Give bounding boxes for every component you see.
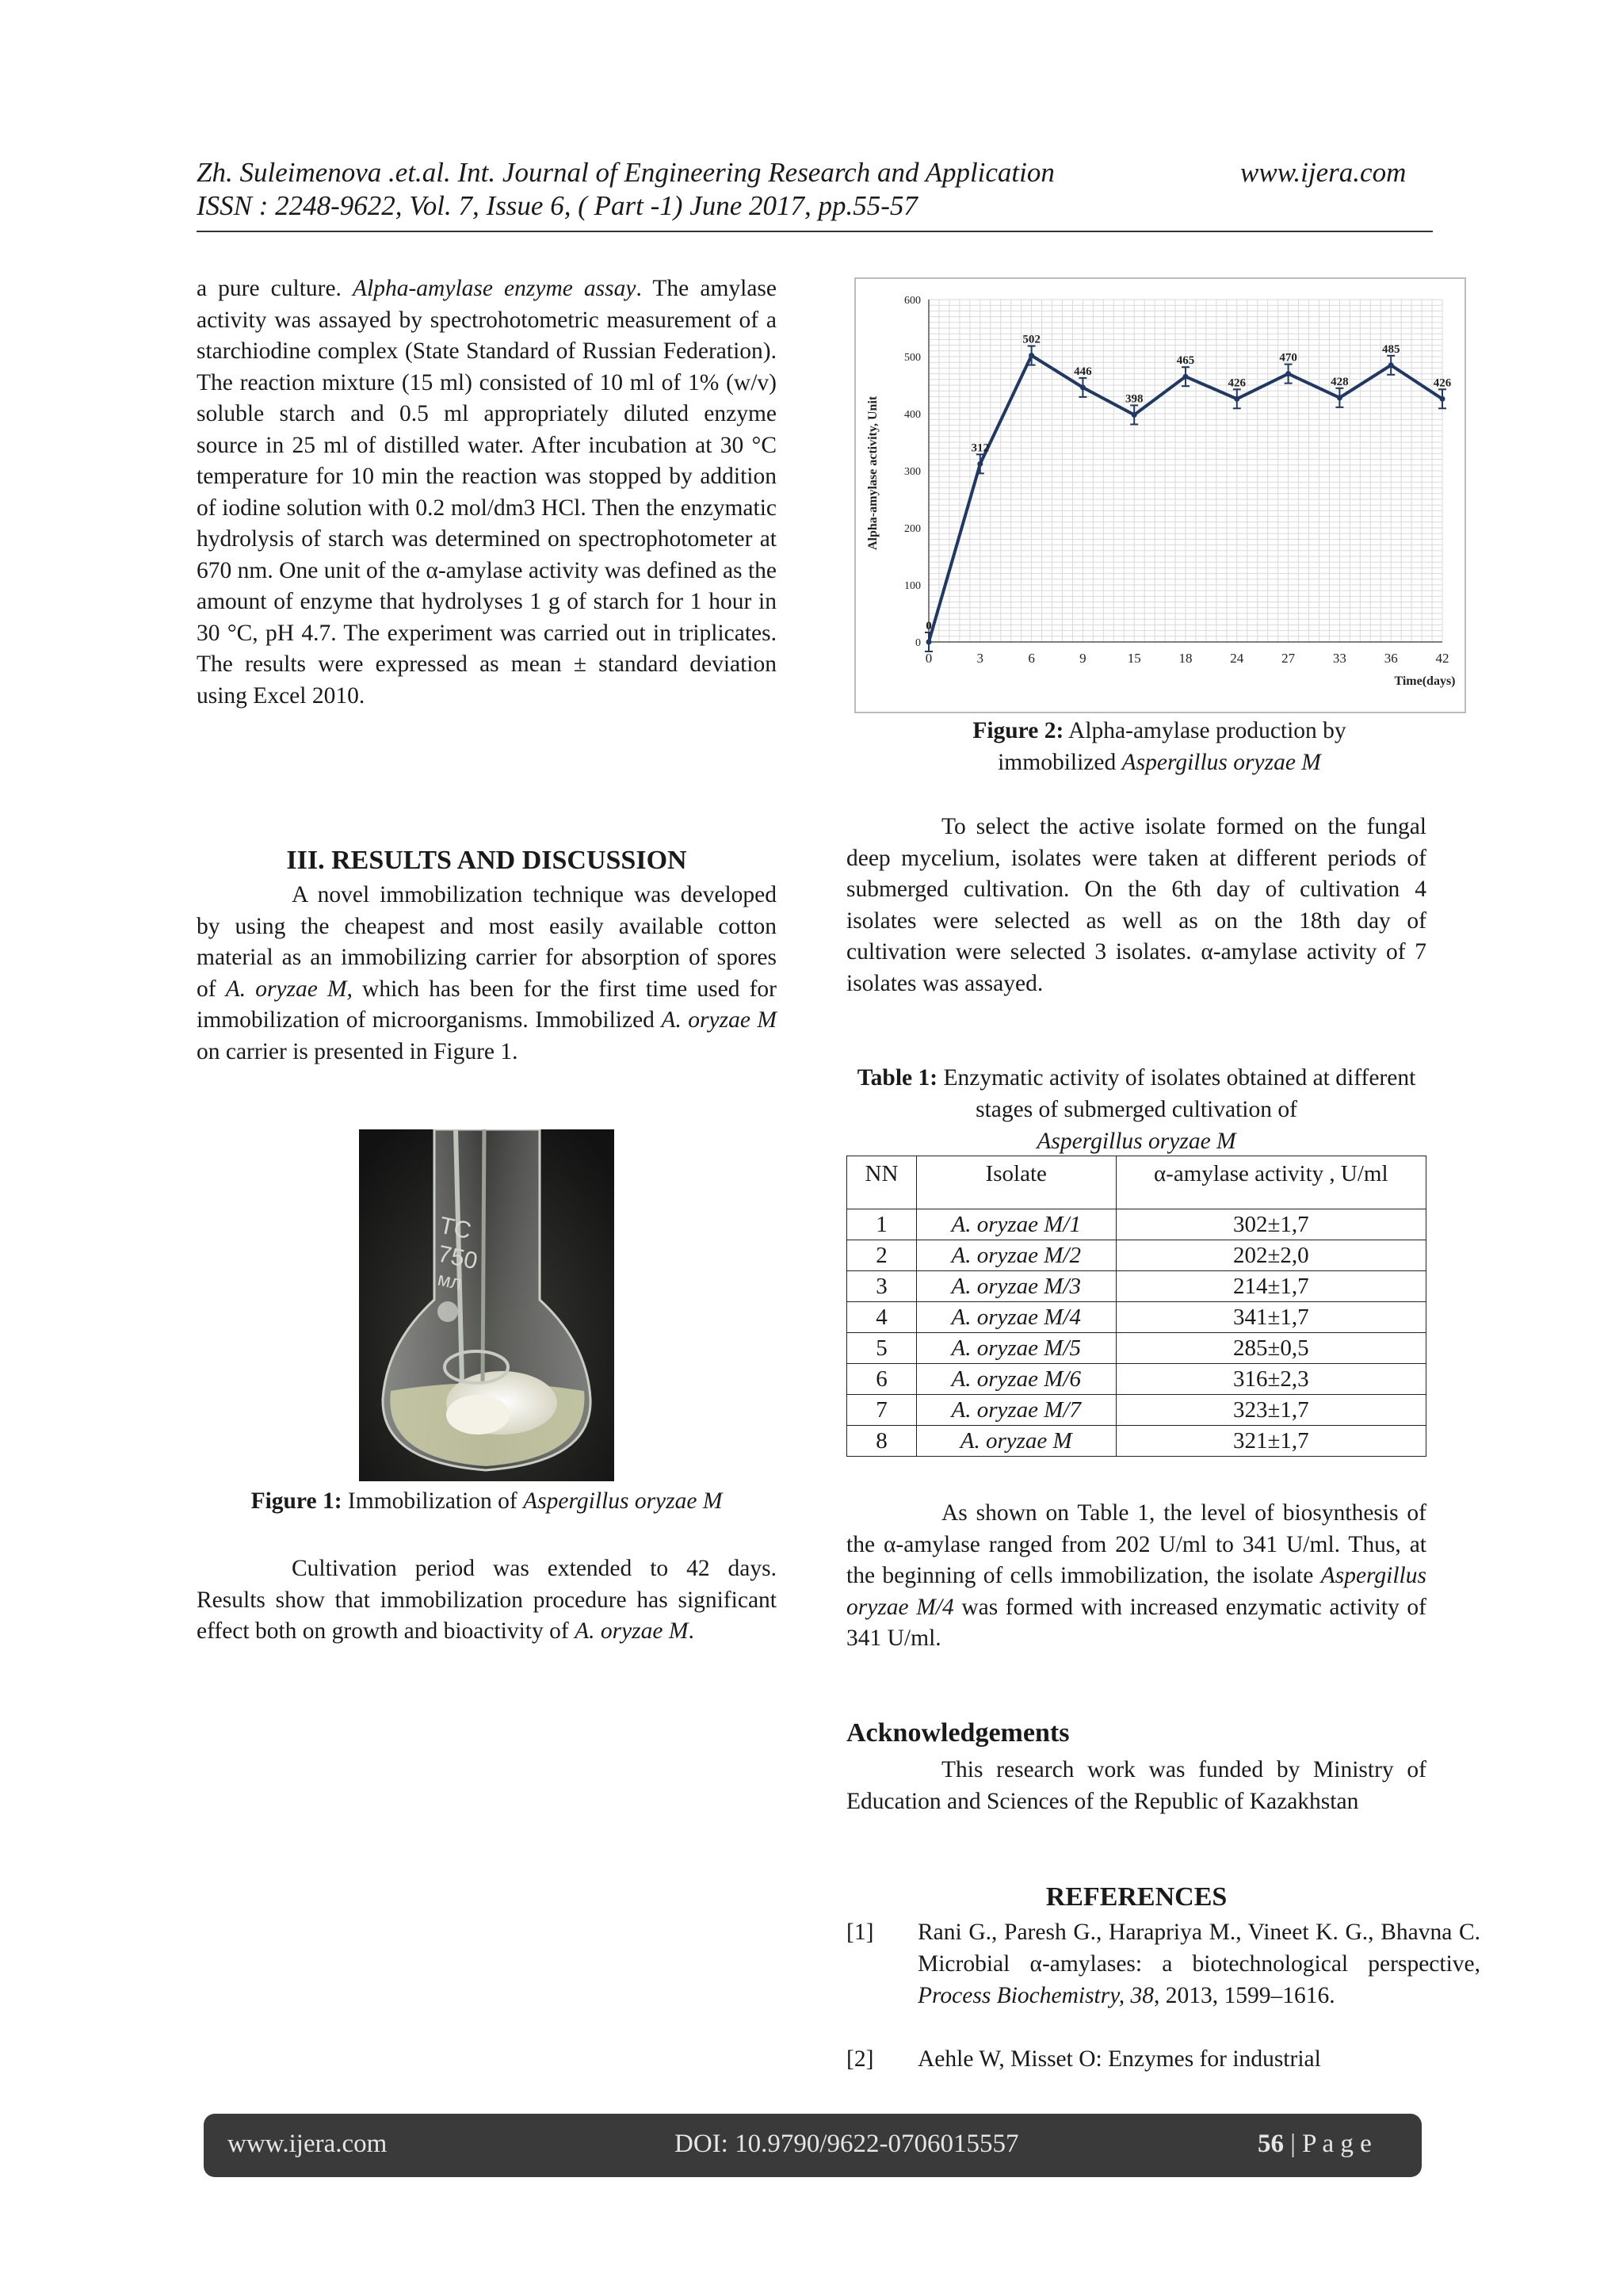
footer-doi[interactable]: DOI: 10.9790/9622-0706015557 (674, 2130, 1019, 2158)
table-header-activity: α-amylase activity , U/ml (1116, 1156, 1426, 1209)
table-cell-activity: 202±2,0 (1116, 1240, 1426, 1271)
table-cell-activity: 302±1,7 (1116, 1209, 1426, 1240)
chart-data-point (1029, 353, 1034, 358)
chart-data-point (926, 640, 932, 645)
chart-data-point (1440, 396, 1445, 402)
table-header-isolate: Isolate (916, 1156, 1116, 1209)
table-cell-nn: 3 (847, 1271, 917, 1302)
footer-page-number: 56 | P a g e (1258, 2130, 1372, 2158)
table-1 (846, 1156, 1426, 1457)
results-paragraph-wrap (197, 880, 777, 1068)
table-cell-nn: 8 (847, 1426, 917, 1457)
chart-data-label: 465 (1176, 354, 1195, 368)
table-cell-isolate: A. oryzae M/5 (916, 1333, 1116, 1364)
page-footer (204, 2114, 1422, 2177)
chart-data-label: 398 (1125, 392, 1144, 406)
chart-data-point (1234, 396, 1239, 402)
table-cell-nn: 6 (847, 1364, 917, 1395)
table-row (847, 1240, 1426, 1271)
table-row (847, 1333, 1426, 1364)
header-url[interactable]: www.ijera.com (1240, 157, 1407, 188)
chart-x-tick-label: 24 (1230, 651, 1244, 666)
chart-x-tick-label: 15 (1127, 651, 1141, 666)
figure-1-photo (359, 1129, 614, 1481)
reference-2 (846, 2043, 1480, 2075)
chart-data-point (1285, 371, 1291, 376)
chart-y-tick-label: 0 (915, 637, 921, 649)
table-cell-activity: 214±1,7 (1116, 1271, 1426, 1302)
reference-2-number: [2] (846, 2046, 874, 2072)
figure-1-caption: Figure 1: Immobilization of Aspergillus oryzae M (250, 1488, 723, 1514)
flask-marking-volume: 750 (435, 1240, 480, 1275)
table-cell-activity: 341±1,7 (1116, 1302, 1426, 1333)
cultivation-paragraph-wrap (197, 1553, 777, 1648)
table-cell-isolate: A. oryzae M/3 (916, 1271, 1116, 1302)
chart-data-point (1080, 384, 1086, 390)
table-cell-nn: 7 (847, 1395, 917, 1426)
table-cell-activity: 285±0,5 (1116, 1333, 1426, 1364)
isolates-paragraph: To select the active isolate formed on the fungal deep mycelium, isolates were taken at different periods of submerged cultivation. On the 6th day of cultivation 4 isolates were selected as well as on the 18th day of cultivation were selected 3 isolates. α-amylase activity of 7 isolates was assayed. (846, 814, 1426, 996)
table-row (847, 1395, 1426, 1426)
chart-y-tick-label: 300 (904, 466, 921, 478)
chart-y-tick-label: 100 (904, 580, 921, 592)
isolates-activity-table (846, 1156, 1426, 1457)
chart-data-label: 428 (1331, 375, 1349, 388)
table-cell-activity: 321±1,7 (1116, 1426, 1426, 1457)
header-rule (197, 231, 1433, 232)
table-header-row (847, 1156, 1426, 1209)
acknowledgements-heading: Acknowledgements (846, 1718, 1070, 1748)
figure-2-chart-frame (854, 277, 1466, 713)
chart-data-label: 312 (971, 441, 990, 455)
acknowledgements-text: This research work was funded by Ministry of Education and Sciences of the Republic of Kazakhstan (846, 1757, 1426, 1814)
chart-data-label: 470 (1279, 351, 1297, 365)
chart-data-point (977, 461, 983, 467)
chart-x-tick-label: 9 (1079, 651, 1086, 666)
flask-illustration (359, 1129, 614, 1481)
header-journal: Zh. Suleimenova .et.al. Int. Journal of Engineering Research and Application (197, 157, 1055, 188)
table-cell-isolate: A. oryzae M (916, 1426, 1116, 1457)
chart-data-label: 502 (1022, 333, 1041, 346)
left-column (197, 273, 777, 712)
table-cell-nn: 1 (847, 1209, 917, 1240)
running-header-citation (197, 155, 1055, 190)
reference-2-text: Aehle W, Misset O: Enzymes for industrial (918, 2046, 1321, 2072)
assay-subheading: Alpha-amylase enzyme assay (353, 276, 636, 301)
table-cell-isolate: A. oryzae M/6 (916, 1364, 1116, 1395)
chart-x-tick-label: 42 (1435, 651, 1449, 666)
table-row (847, 1271, 1426, 1302)
table-cell-nn: 4 (847, 1302, 917, 1333)
methods-paragraph: a pure culture. Alpha-amylase enzyme assay. The amylase activity was assayed by spectrohotometric measurement of a starchiodine complex (State Standard of Russian Federation). The reaction mixture (15 ml) consisted of 10 ml of 1% (w/v) soluble starch and 0.5 ml appropriately diluted enzyme source in 25 ml of distilled water. After incubation at 30 °C temperature for 10 min the reaction was stopped by addition of iodine solution with 0.2 mol/dm3 HCl. Then the enzymatic hydrolysis of starch was determined on spectrophotometer at 670 nm. One unit of the α-amylase activity was defined as the amount of enzyme that hydrolyses 1 g of starch for 1 hour in 30 °C, pH 4.7. The experiment was carried out in triplicates. The results were expressed as mean ± standard deviation using Excel 2010. (197, 276, 777, 709)
chart-y-tick-label: 500 (904, 352, 921, 364)
table-cell-isolate: A. oryzae M/4 (916, 1302, 1116, 1333)
chart-x-axis-label: Time(days) (1394, 674, 1456, 688)
table-cell-isolate: A. oryzae M/1 (916, 1209, 1116, 1240)
chart-x-tick-label: 3 (976, 651, 984, 666)
table-header-nn: NN (847, 1156, 917, 1209)
chart-x-tick-label: 27 (1281, 651, 1296, 666)
conclusion-paragraph: As shown on Table 1, the level of biosynthesis of the α-amylase ranged from 202 U/ml to 341 U/ml. Thus, at the beginning of cells immobilization, the isolate Aspergillus oryzae M/4 was formed with increased enzymatic activity of 341 U/ml. (846, 1500, 1426, 1651)
table-row (847, 1209, 1426, 1240)
isolates-paragraph-wrap (846, 812, 1426, 999)
table-1-caption: Table 1: Enzymatic activity of isolates obtained at different stages of submerged cultivation of Aspergillus oryzae M (857, 1065, 1416, 1154)
references-heading: REFERENCES (1045, 1882, 1228, 1912)
footer-site-link[interactable]: www.ijera.com (227, 2130, 388, 2158)
chart-data-label: 485 (1381, 342, 1400, 356)
cultivation-paragraph: Cultivation period was extended to 42 days. Results show that immobilization procedure has significant effect both on growth and bioactivity of A. oryzae M. (197, 1556, 777, 1644)
chart-y-tick-label: 400 (904, 409, 921, 421)
table-cell-isolate: A. oryzae M/2 (916, 1240, 1116, 1271)
table-cell-activity: 323±1,7 (1116, 1395, 1426, 1426)
table-row (847, 1426, 1426, 1457)
chart-data-label: 0 (926, 620, 932, 632)
alpha-amylase-line-chart (856, 279, 1465, 712)
chart-data-point (1337, 395, 1342, 400)
chart-x-tick-label: 33 (1332, 651, 1346, 666)
conclusion-paragraph-wrap (846, 1498, 1426, 1655)
chart-data-point (1183, 374, 1189, 380)
chart-y-tick-label: 200 (904, 523, 921, 535)
table-row (847, 1364, 1426, 1395)
reference-1-number: [1] (846, 1920, 874, 1945)
table-cell-isolate: A. oryzae M/7 (916, 1395, 1116, 1426)
table-row (847, 1302, 1426, 1333)
header-issn: ISSN : 2248-9622, Vol. 7, Issue 6, ( Part -1) June 2017, pp.55-57 (197, 190, 918, 221)
table-cell-nn: 2 (847, 1240, 917, 1271)
flask-marking-unit: мл (435, 1268, 464, 1295)
figure-2-caption: Figure 2: Alpha-amylase production by immobilized Aspergillus oryzae M (972, 718, 1346, 775)
chart-data-label: 426 (1433, 376, 1452, 390)
chart-y-axis-label: Alpha-amylase activity, Unit (866, 395, 880, 550)
chart-data-point (1388, 362, 1394, 368)
section-heading-results: III. RESULTS AND DISCUSSION (286, 846, 687, 875)
chart-x-tick-label: 18 (1178, 651, 1193, 666)
chart-x-tick-label: 0 (925, 651, 933, 666)
chart-y-tick-label: 600 (904, 295, 921, 307)
table-cell-nn: 5 (847, 1333, 917, 1364)
chart-x-tick-label: 36 (1384, 651, 1398, 666)
flask-marking-tc: TC (437, 1212, 474, 1245)
acknowledgements-wrap (846, 1755, 1426, 1817)
results-paragraph: A novel immobilization technique was developed by using the cheapest and most easily available cotton material as an immobilizing carrier for absorption of spores of A. oryzae M, which has been for the first time used for immobilization of microorganisms. Immobilized A. oryzae M on carrier is presented in Figure 1. (197, 882, 777, 1064)
chart-data-point (1132, 412, 1137, 418)
table-cell-activity: 316±2,3 (1116, 1364, 1426, 1395)
reference-1 (846, 1916, 1480, 2043)
reference-1-text: Rani G., Paresh G., Harapriya M., Vineet K. G., Bhavna C. Microbial α-amylases: a biotechnological perspective, Process Biochemistry, 38, 2013, 1599–1616. (918, 1920, 1480, 2008)
chart-data-label: 426 (1228, 376, 1247, 390)
chart-x-tick-label: 6 (1028, 651, 1035, 666)
chart-data-label: 446 (1074, 365, 1092, 378)
